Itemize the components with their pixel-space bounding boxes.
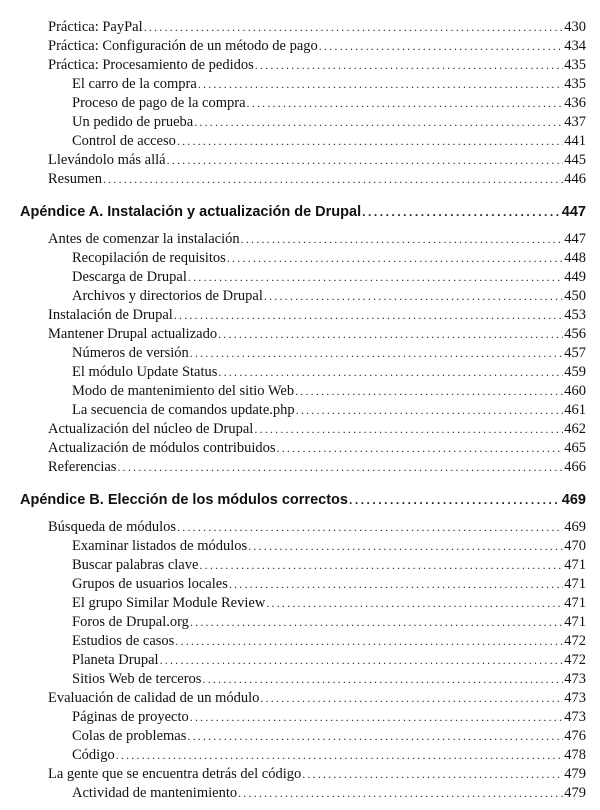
dot-leader [117,458,563,476]
toc-entry-title: Recopilación de requisitos [72,250,226,266]
dot-leader [174,306,563,324]
toc-entry-title: Actualización del núcleo de Drupal [48,421,254,437]
toc-entry-title: La secuencia de comandos update.php [72,402,295,418]
dot-leader [144,18,564,36]
toc-entry-title: Estudios de casos [72,633,175,649]
toc-entry-page: 437 [564,114,586,130]
toc-entry-title: Referencias [48,459,117,475]
toc-entry-page: 430 [564,19,586,35]
toc-entry [0,37,600,55]
toc-entry [0,784,600,802]
dot-leader [116,746,564,764]
toc-entry-title: Archivos y directorios de Drupal [72,288,263,304]
toc-entry-page: 461 [564,402,586,418]
dot-leader [167,151,564,169]
toc-entry [0,556,600,574]
toc-entry [0,75,600,93]
toc-entry-page: 434 [564,38,586,54]
dot-leader [277,439,564,457]
toc-entry-page: 462 [564,421,586,437]
toc-entry-page: 447 [564,231,586,247]
toc-entry-page: 471 [564,576,586,592]
dot-leader [103,170,563,188]
dot-leader [218,325,563,343]
toc-entry-page: 459 [564,364,586,380]
toc-entry-page: 473 [564,690,586,706]
toc-entry-page: 450 [564,288,586,304]
dot-leader [190,613,563,631]
dot-leader [254,420,563,438]
toc-entry-title: Apéndice B. Elección de los módulos correctos [20,492,348,508]
toc-entry-title: Números de versión [72,345,189,361]
toc-entry [0,94,600,112]
toc-entry-title: Práctica: Procesamiento de pedidos [48,57,254,73]
toc-entry [0,287,600,305]
toc-entry-page: 449 [564,269,586,285]
toc-entry-title: Sitios Web de terceros [72,671,202,687]
dot-leader [264,287,563,305]
toc-entry-title: El grupo Similar Module Review [72,595,266,611]
toc-entry-page: 446 [564,171,586,187]
toc-entry-page: 473 [564,671,586,687]
dot-leader [177,132,563,150]
toc-entry-page: 472 [564,633,586,649]
dot-leader [175,632,563,650]
toc-entry-page: 469 [564,519,586,535]
dot-leader [227,249,563,267]
toc-entry [0,651,600,669]
toc-entry-page: 466 [564,459,586,475]
toc-entry-page: 447 [561,204,586,220]
toc-entry-title: Mantener Drupal actualizado [48,326,218,342]
toc-entry-page: 472 [564,652,586,668]
dot-leader [188,268,563,286]
toc-entry-title: Buscar palabras clave [72,557,199,573]
toc-entry [0,363,600,381]
toc-entry [0,670,600,688]
toc-entry-page: 469 [561,492,586,508]
toc-entry [0,382,600,400]
dot-leader [247,94,564,112]
toc-entry [0,765,600,783]
toc-entry [0,268,600,286]
dot-leader [177,518,563,536]
toc-entry [0,401,600,419]
toc-entry-title: Apéndice A. Instalación y actualización de Drupal [20,204,362,220]
toc-entry [0,306,600,324]
toc-entry-title: El módulo Update Status [72,364,218,380]
toc-entry [0,230,600,248]
dot-leader [255,56,563,74]
toc-entry-page: 473 [564,709,586,725]
toc-entry [0,56,600,74]
dot-leader [238,784,563,802]
toc-entry-page: 476 [564,728,586,744]
toc-entry-title: Evaluación de calidad de un módulo [48,690,260,706]
dot-leader [190,708,563,726]
toc-entry [0,632,600,650]
toc-entry [0,132,600,150]
toc-entry-page: 471 [564,614,586,630]
toc-entry-page: 445 [564,152,586,168]
toc-entry [0,170,600,188]
toc-entry-page: 435 [564,76,586,92]
toc-entry-page: 471 [564,595,586,611]
toc-entry [0,458,600,476]
dot-leader [349,491,561,509]
dot-leader [202,670,563,688]
dot-leader [248,537,563,555]
toc-entry [0,151,600,169]
toc-entry-title: Páginas de proyecto [72,709,189,725]
toc-entry [0,708,600,726]
toc-entry-title: Colas de problemas [72,728,187,744]
dot-leader [319,37,563,55]
toc-entry-title: El carro de la compra [72,76,197,92]
toc-entry [0,420,600,438]
toc-entry-title: Control de acceso [72,133,176,149]
toc-entry [0,518,600,536]
dot-leader [241,230,564,248]
toc-entry-title: Actividad de mantenimiento [72,785,238,801]
toc-entry [0,18,600,36]
toc-entry-title: Práctica: PayPal [48,19,143,35]
toc-entry-title: Proceso de pago de la compra [72,95,246,111]
dot-leader [266,594,563,612]
toc-entry-page: 478 [564,747,586,763]
toc-entry-title: Grupos de usuarios locales [72,576,228,592]
toc-entry-title: Actualización de módulos contribuidos [48,440,276,456]
toc-entry-page: 457 [564,345,586,361]
dot-leader [362,203,561,221]
toc-entry [0,344,600,362]
dot-leader [260,689,563,707]
toc-entry [0,113,600,131]
dot-leader [198,75,563,93]
toc-entry-page: 479 [564,766,586,782]
toc-entry-page: 479 [564,785,586,801]
toc-entry [0,439,600,457]
toc-entry [0,613,600,631]
toc-entry [0,249,600,267]
dot-leader [296,401,564,419]
toc-entry-title: Examinar listados de módulos [72,538,248,554]
toc-entry [0,594,600,612]
dot-leader [302,765,563,783]
dot-leader [160,651,564,669]
toc-entry-title: Modo de mantenimiento del sitio Web [72,383,295,399]
toc-entry [0,689,600,707]
dot-leader [190,344,563,362]
toc-entry-page: 435 [564,57,586,73]
toc-entry-title: La gente que se encuentra detrás del código [48,766,302,782]
toc-entry [0,325,600,343]
toc-entry-page: 456 [564,326,586,342]
toc-entry-page: 436 [564,95,586,111]
toc-entry-title: Práctica: Configuración de un método de pago [48,38,318,54]
toc-entry-page: 471 [564,557,586,573]
toc-entry-title: Búsqueda de módulos [48,519,177,535]
toc-entry-title: Planeta Drupal [72,652,159,668]
toc-entry [0,746,600,764]
dot-leader [229,575,563,593]
toc-entry-title: Foros de Drupal.org [72,614,189,630]
toc-entry [0,537,600,555]
toc-entry-title: Resumen [48,171,102,187]
toc-entry-page: 448 [564,250,586,266]
toc-appendix-heading [0,203,600,221]
dot-leader [295,382,563,400]
dot-leader [199,556,563,574]
dot-leader [194,113,563,131]
toc-appendix-heading [0,491,600,509]
dot-leader [187,727,563,745]
toc-entry-title: Descarga de Drupal [72,269,187,285]
toc-entry [0,727,600,745]
toc-entry-page: 453 [564,307,586,323]
toc-entry-page: 470 [564,538,586,554]
toc-entry-title: Llevándolo más allá [48,152,166,168]
toc-entry-page: 441 [564,133,586,149]
toc-entry-page: 460 [564,383,586,399]
toc-entry-title: Un pedido de prueba [72,114,194,130]
dot-leader [218,363,563,381]
toc-entry-title: Código [72,747,115,763]
toc-entry-title: Antes de comenzar la instalación [48,231,240,247]
toc-entry-page: 465 [564,440,586,456]
toc-entry [0,575,600,593]
toc-entry-title: Instalación de Drupal [48,307,173,323]
